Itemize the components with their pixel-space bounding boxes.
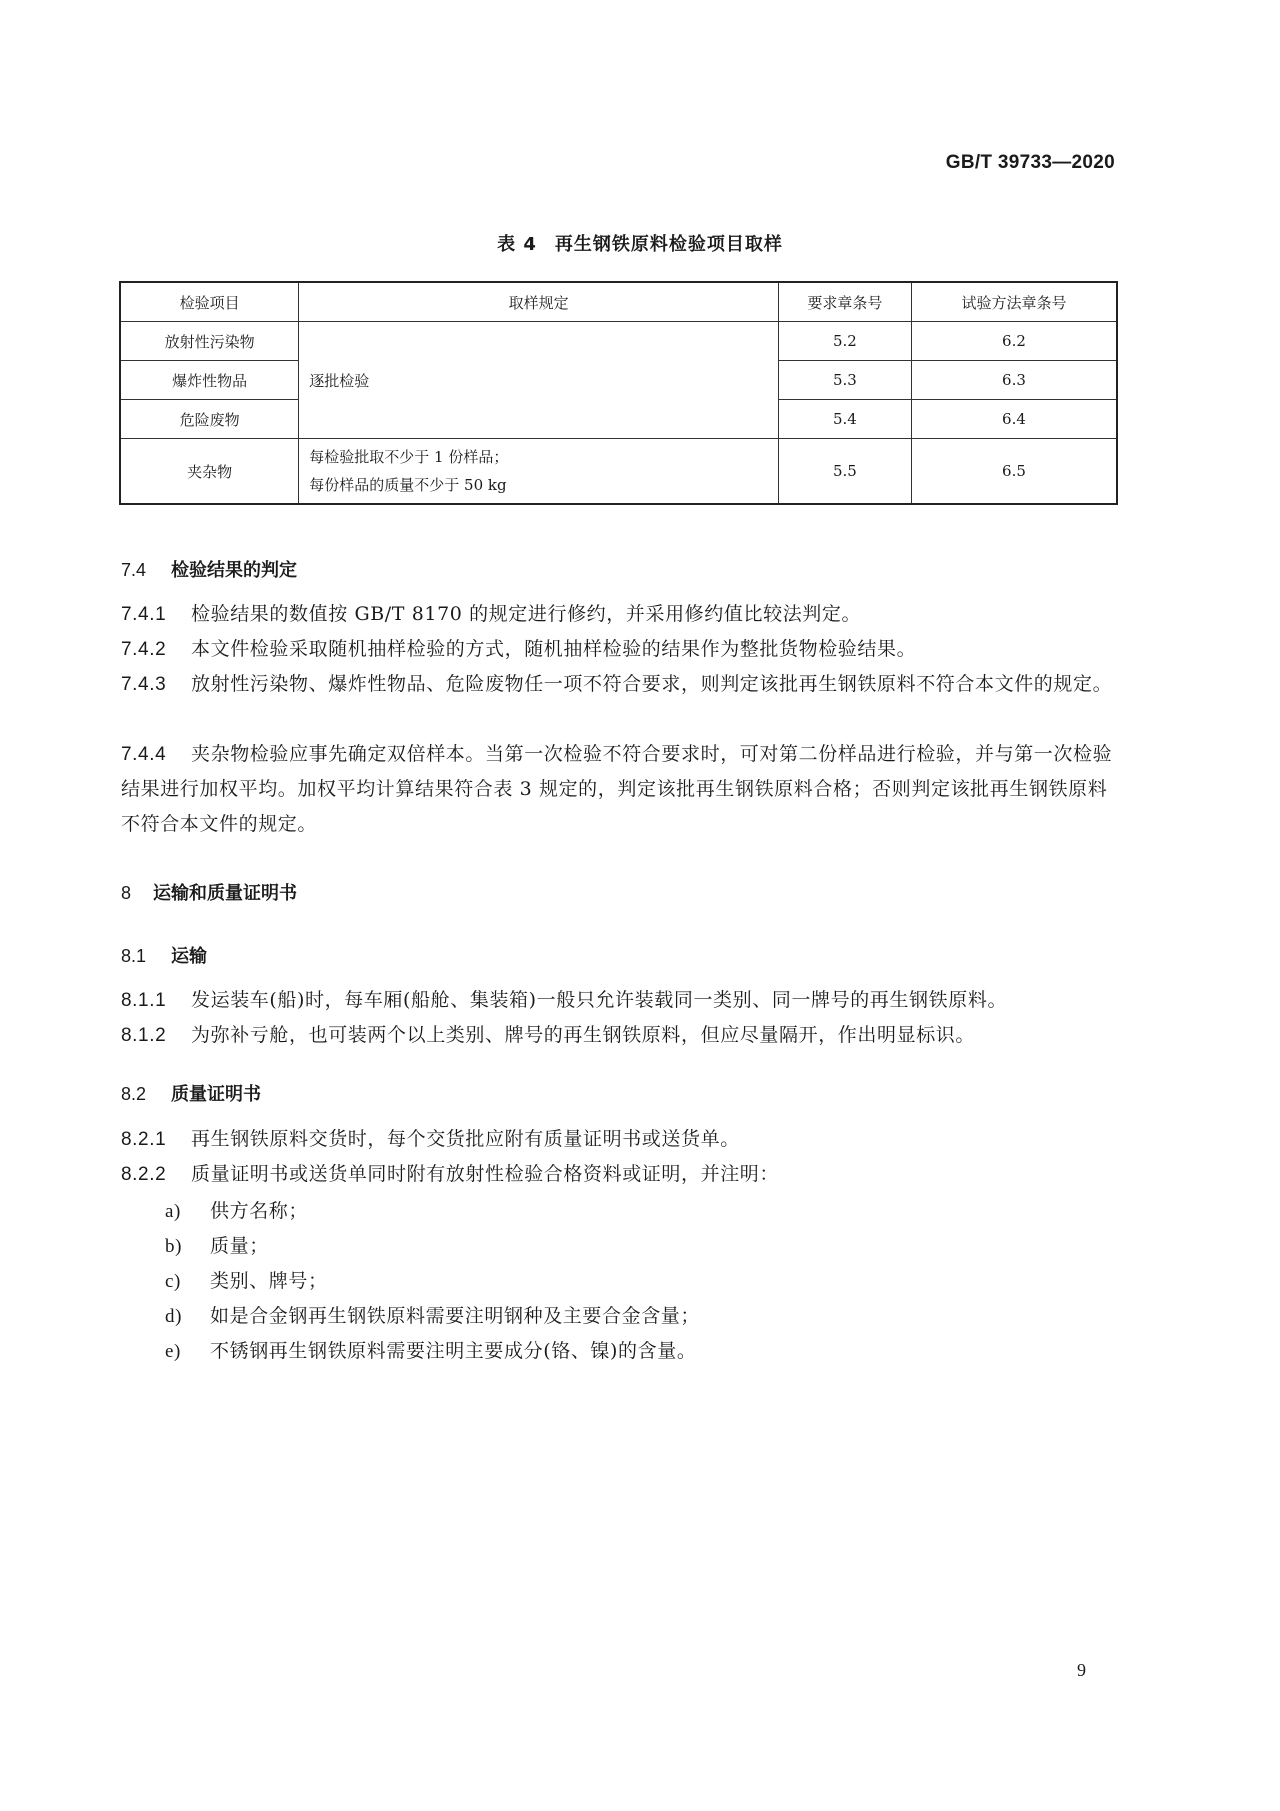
section-number: 8 (121, 883, 132, 903)
cell-requirement: 5.3 (778, 361, 911, 400)
clause-number: 7.4.2 (121, 639, 167, 660)
paragraph-text: 检验结果的数值按 GB/T 8170 的规定进行修约，并采用修约值比较法判定。 (191, 603, 862, 625)
paragraph-8-1-2 (121, 1018, 1119, 1053)
cell-requirement: 5.4 (778, 400, 911, 439)
table-row (120, 439, 1117, 505)
list-marker: e) (165, 1341, 181, 1362)
paragraph-7-4-1 (121, 597, 1119, 632)
cell-method: 6.5 (911, 439, 1117, 505)
cell-sampling-rule (299, 439, 779, 505)
cell-item: 放射性污染物 (120, 322, 299, 361)
clause-number: 8.1.1 (121, 990, 167, 1011)
sampling-rule-line: 每检验批取不少于 1 份样品； (309, 448, 509, 466)
table-caption-number: 表 4 (497, 234, 537, 255)
list-item (165, 1266, 328, 1293)
section-title: 运输 (171, 946, 207, 967)
paragraph-text: 放射性污染物、爆炸性物品、危险废物任一项不符合要求，则判定该批再生钢铁原料不符合本文件的规定。 (191, 673, 1113, 695)
paragraph-7-4-3 (121, 667, 1119, 702)
list-marker: d) (165, 1306, 183, 1327)
list-item (165, 1301, 700, 1328)
cell-requirement: 5.5 (778, 439, 911, 505)
section-number: 8.2 (121, 1084, 147, 1104)
paragraph-7-4-4 (121, 737, 1119, 842)
section-number: 7.4 (121, 560, 147, 580)
section-number: 8.1 (121, 946, 147, 966)
list-item (165, 1231, 269, 1258)
section-heading-8-2 (121, 1080, 261, 1106)
column-header-sampling-rule: 取样规定 (299, 282, 779, 322)
table-caption (0, 230, 1280, 256)
section-title: 检验结果的判定 (171, 560, 297, 581)
cell-item: 危险废物 (120, 400, 299, 439)
paragraph-text: 再生钢铁原料交货时，每个交货批应附有质量证明书或送货单。 (191, 1128, 740, 1150)
list-text: 供方名称； (210, 1200, 309, 1222)
clause-number: 8.2.1 (121, 1129, 167, 1150)
cell-merged-sampling-rule: 逐批检验 (299, 322, 779, 439)
table-row (120, 322, 1117, 361)
page-number: 9 (1077, 1660, 1086, 1680)
column-header-method-clause: 试验方法章条号 (911, 282, 1117, 322)
clause-number: 7.4.1 (121, 604, 167, 625)
sampling-rule-line: 每份样品的质量不少于 50 kg (309, 476, 507, 494)
section-heading-8 (121, 879, 297, 905)
paragraph-text: 发运装车(船)时，每车厢(船舱、集装箱)一般只允许装载同一类别、同一牌号的再生钢铁原料。 (191, 989, 1008, 1011)
paragraph-text: 为弥补亏舱，也可装两个以上类别、牌号的再生钢铁原料，但应尽量隔开，作出明显标识。 (191, 1024, 976, 1046)
paragraph-text: 本文件检验采取随机抽样检验的方式，随机抽样检验的结果作为整批货物检验结果。 (191, 638, 917, 660)
section-title: 质量证明书 (171, 1084, 261, 1105)
paragraph-8-1-1 (121, 983, 1119, 1018)
cell-method: 6.4 (911, 400, 1117, 439)
cell-requirement: 5.2 (778, 322, 911, 361)
paragraph-text: 夹杂物检验应事先确定双倍样本。当第一次检验不符合要求时，可对第二份样品进行检验，并与第一次检验结果进行加权平均。加权平均计算结果符合表 3 规定的，判定该批再生钢铁原料合格；否则判定该批再生钢铁原料不符合本文件的规定。 (121, 743, 1113, 835)
cell-item: 夹杂物 (120, 439, 299, 505)
clause-number: 7.4.3 (121, 674, 167, 695)
sampling-table (119, 281, 1118, 505)
list-item (165, 1336, 696, 1363)
cell-item: 爆炸性物品 (120, 361, 299, 400)
table-header-row (120, 282, 1117, 322)
table-caption-title: 再生钢铁原料检验项目取样 (554, 234, 783, 255)
cell-method: 6.2 (911, 322, 1117, 361)
column-header-requirement-clause: 要求章条号 (778, 282, 911, 322)
section-heading-7-4 (121, 556, 297, 582)
list-marker: c) (165, 1271, 181, 1292)
standard-code: GB/T 39733—2020 (945, 152, 1115, 173)
clause-number: 8.2.2 (121, 1164, 167, 1185)
list-text: 类别、牌号； (210, 1270, 328, 1292)
paragraph-7-4-2 (121, 632, 1119, 667)
cell-method: 6.3 (911, 361, 1117, 400)
section-title: 运输和质量证明书 (153, 883, 297, 904)
list-text: 质量； (210, 1235, 269, 1257)
list-marker: b) (165, 1236, 183, 1257)
list-text: 如是合金钢再生钢铁原料需要注明钢种及主要合金含量； (210, 1305, 701, 1327)
list-text: 不锈钢再生钢铁原料需要注明主要成分(铬、镍)的含量。 (210, 1340, 697, 1362)
paragraph-8-2-2 (121, 1157, 1119, 1192)
list-marker: a) (165, 1201, 181, 1222)
clause-number: 7.4.4 (121, 744, 167, 765)
clause-number: 8.1.2 (121, 1025, 167, 1046)
paragraph-text: 质量证明书或送货单同时附有放射性检验合格资料或证明，并注明： (191, 1163, 780, 1185)
column-header-item: 检验项目 (120, 282, 299, 322)
list-item (165, 1196, 308, 1223)
paragraph-8-2-1 (121, 1122, 1119, 1157)
section-heading-8-1 (121, 942, 207, 968)
